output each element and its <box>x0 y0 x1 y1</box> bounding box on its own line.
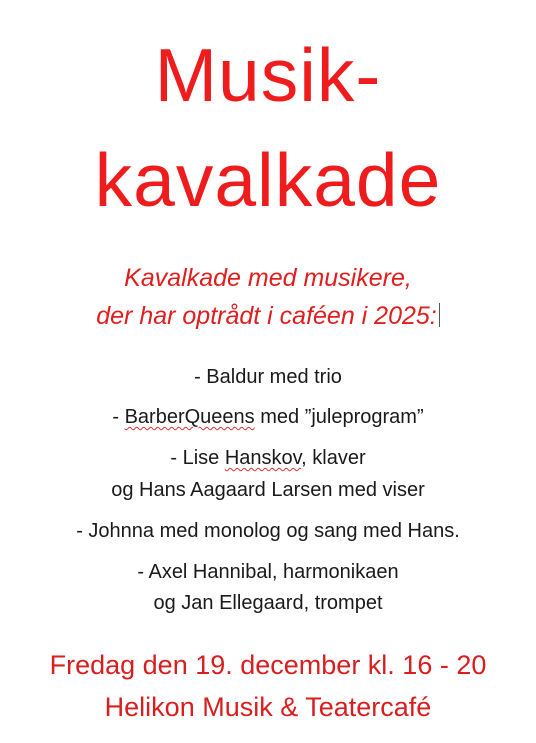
subtitle-line-2-text: der har optrådt i caféen i 2025: <box>96 302 437 330</box>
text-cursor <box>439 303 440 327</box>
spellcheck-word: Hanskov <box>224 447 302 469</box>
item-prefix: - <box>112 406 125 428</box>
poster-title-line-1: Musik- <box>154 33 382 117</box>
event-date: Fredag den 19. december kl. 16 - 20 <box>49 650 487 680</box>
item-prefix: - Lise <box>170 447 225 469</box>
subtitle-line-1: Kavalkade med musikere, <box>124 264 412 292</box>
performer-item-barberqueens <box>0 404 536 430</box>
performer-item-lise <box>0 445 536 471</box>
performer-item-hans: og Hans Aagaard Larsen med viser <box>111 479 425 501</box>
item-suffix: med ”juleprogram” <box>254 406 424 428</box>
performer-item-jan: og Jan Ellegaard, trompet <box>153 592 383 614</box>
item-suffix: , klaver <box>301 447 366 469</box>
performer-item-baldur: - Baldur med trio <box>194 366 342 388</box>
poster-title-line-2: kavalkade <box>94 138 442 222</box>
performer-item-axel: - Axel Hannibal, harmonikaen <box>137 561 399 583</box>
performer-item-johnna: - Johnna med monolog og sang med Hans. <box>76 520 460 542</box>
spellcheck-word: BarberQueens <box>124 406 255 428</box>
subtitle-line-2 <box>0 300 536 332</box>
event-venue: Helikon Musik & Teatercafé <box>104 692 432 722</box>
